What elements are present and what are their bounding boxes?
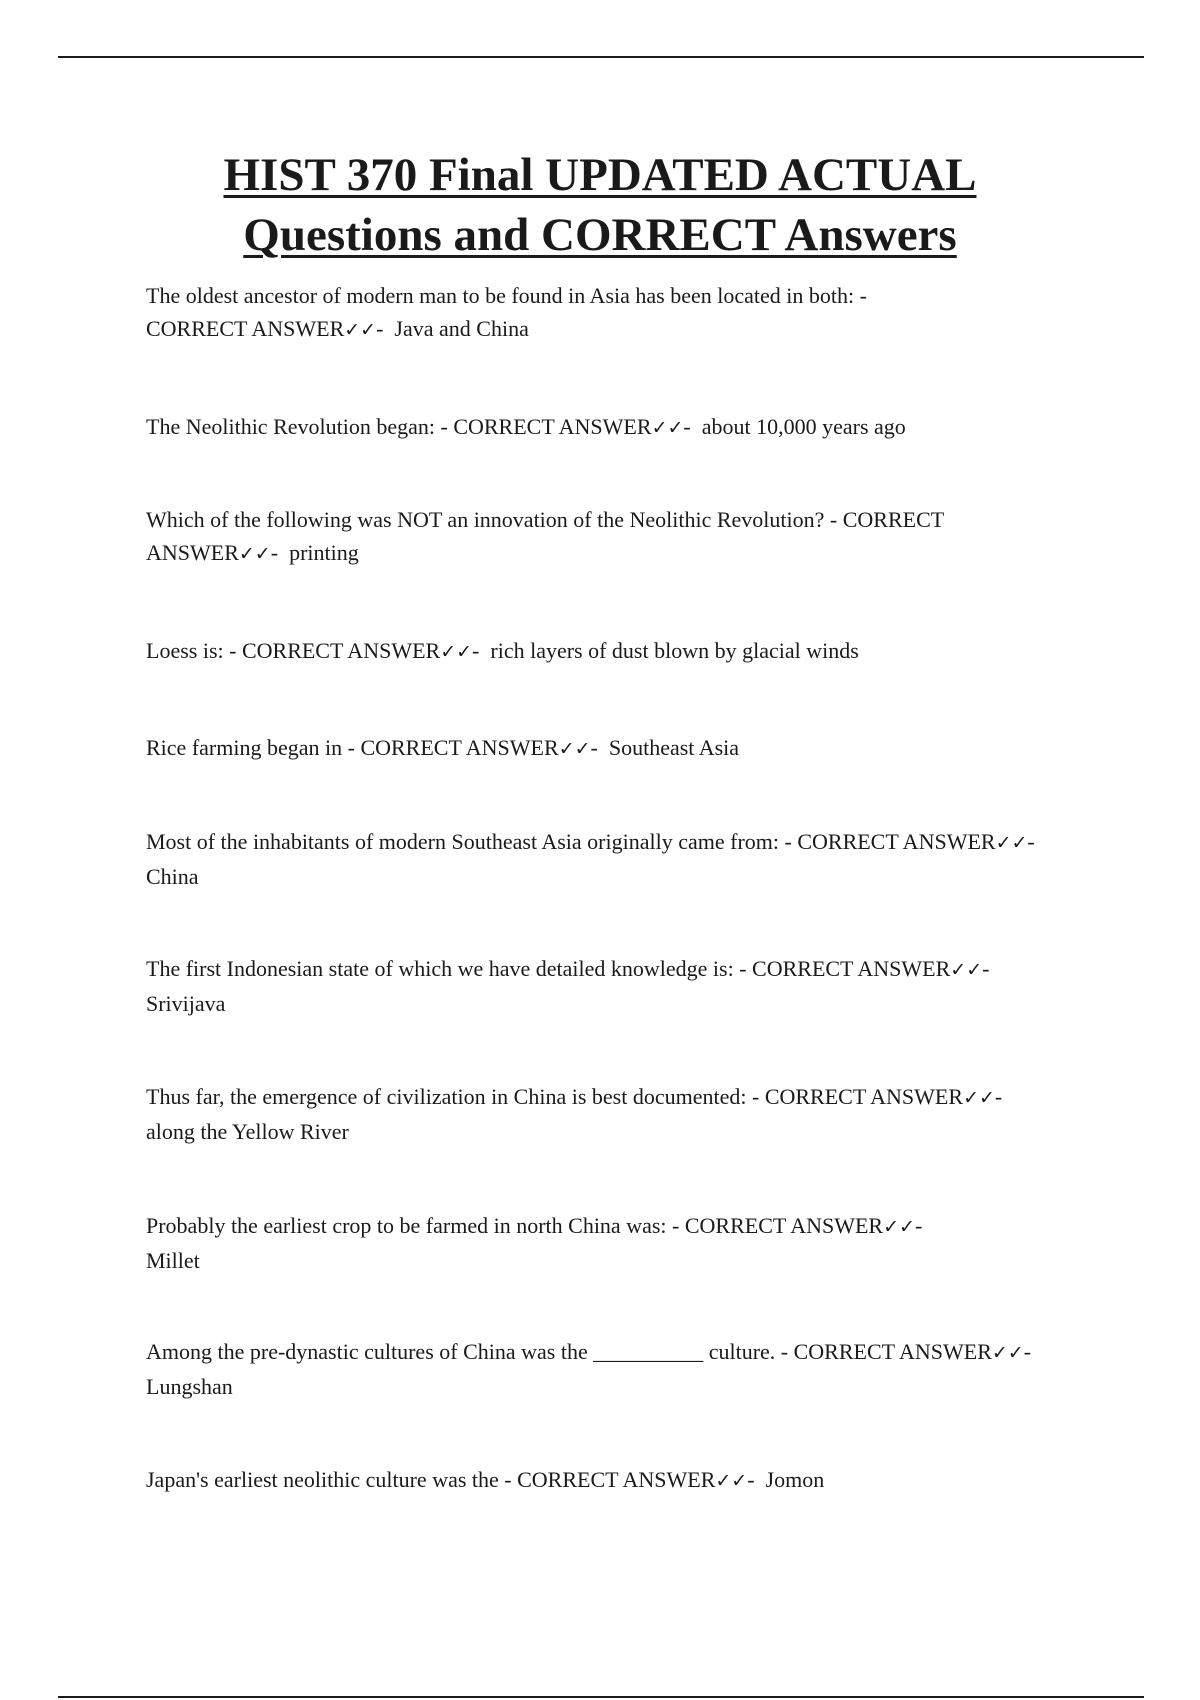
- question-text: Among the pre-dynastic cultures of China was the __________ culture. -: [146, 1339, 789, 1364]
- check-marks-icon: ✓✓: [991, 1342, 1024, 1364]
- answer-text: Jomon: [765, 1467, 825, 1492]
- check-marks-icon: ✓✓: [963, 1087, 995, 1109]
- answer-text: Millet: [146, 1248, 200, 1273]
- correct-answer-marker: CORRECT ANSWER: [360, 735, 559, 760]
- question-text: Rice farming began in -: [146, 735, 355, 760]
- correct-answer-marker: CORRECT ANSWER: [517, 1467, 716, 1492]
- question-text: Loess is: -: [146, 638, 237, 663]
- question-text: Thus far, the emergence of civilization in China is best documented: -: [146, 1084, 760, 1109]
- correct-answer-marker: CORRECT ANSWER: [241, 638, 441, 663]
- qa-item: Most of the inhabitants of modern Southeast Asia originally came from: - CORRECT ANSWER✓✓- China: [146, 829, 1041, 889]
- answer-text: about 10,000 years ago: [701, 414, 906, 439]
- correct-answer-marker: CORRECT ANSWER: [793, 1339, 992, 1364]
- qa-item: Thus far, the emergence of civilization in China is best documented: - CORRECT ANSWER✓✓- along the Yellow River: [146, 1084, 1008, 1144]
- correct-answer-marker: CORRECT ANSWER: [752, 956, 951, 981]
- question-text: The first Indonesian state of which we have detailed knowledge is: -: [146, 956, 747, 981]
- top-rule: [58, 56, 1144, 58]
- answer-text: along the Yellow River: [146, 1119, 349, 1144]
- title-line-1: HIST 370 Final UPDATED ACTUAL: [223, 149, 977, 201]
- check-marks-icon: ✓✓: [883, 1216, 915, 1238]
- check-marks-icon: ✓✓: [440, 641, 473, 663]
- question-text: Which of the following was NOT an innovation of the Neolithic Revolution? -: [146, 507, 838, 532]
- check-marks-icon: ✓✓: [715, 1470, 748, 1492]
- qa-item: Among the pre-dynastic cultures of China was the __________ culture. - CORRECT ANSWER✓✓- Lungshan: [146, 1339, 1037, 1399]
- correct-answer-marker: CORRECT ANSWER: [764, 1084, 964, 1109]
- answer-text: Southeast Asia: [608, 735, 740, 760]
- check-marks-icon: ✓✓: [238, 543, 271, 565]
- qa-item: The Neolithic Revolution began: - CORRECT ANSWER✓✓- about 10,000 years ago: [146, 414, 906, 439]
- check-marks-icon: ✓✓: [344, 319, 377, 341]
- question-text: The oldest ancestor of modern man to be found in Asia has been located in both: -: [146, 283, 867, 308]
- question-text: Most of the inhabitants of modern Southeast Asia originally came from: -: [146, 829, 792, 854]
- check-marks-icon: ✓✓: [950, 959, 983, 981]
- answer-text: Srivijava: [146, 991, 226, 1016]
- answer-text: Lungshan: [146, 1374, 233, 1399]
- question-text: Probably the earliest crop to be farmed in north China was: -: [146, 1213, 680, 1238]
- correct-answer-marker: CORRECT ANSWER: [684, 1213, 884, 1238]
- qa-item: Japan's earliest neolithic culture was the - CORRECT ANSWER✓✓- Jomon: [146, 1467, 825, 1492]
- correct-answer-marker: CORRECT ANSWER: [146, 507, 944, 565]
- check-marks-icon: ✓✓: [651, 417, 684, 439]
- document-title: [100, 145, 1100, 265]
- qa-item: Rice farming began in - CORRECT ANSWER✓✓- Southeast Asia: [146, 735, 740, 760]
- check-marks-icon: ✓✓: [995, 832, 1028, 854]
- answer-text: rich layers of dust blown by glacial winds: [490, 638, 859, 663]
- correct-answer-marker: CORRECT ANSWER: [453, 414, 652, 439]
- correct-answer-marker: CORRECT ANSWER: [146, 316, 345, 341]
- qa-item: Which of the following was NOT an innovation of the Neolithic Revolution? - CORRECT ANSWER✓✓- printing: [146, 507, 944, 565]
- bottom-rule: [58, 1696, 1144, 1698]
- check-marks-icon: ✓✓: [558, 738, 591, 760]
- qa-item: Probably the earliest crop to be farmed in north China was: - CORRECT ANSWER✓✓- Millet: [146, 1213, 923, 1273]
- question-text: The Neolithic Revolution began: -: [146, 414, 448, 439]
- correct-answer-marker: CORRECT ANSWER: [797, 829, 996, 854]
- answer-text: printing: [289, 540, 359, 565]
- qa-item: Loess is: - CORRECT ANSWER✓✓- rich layers of dust blown by glacial winds: [146, 638, 859, 663]
- qa-item: The oldest ancestor of modern man to be found in Asia has been located in both: - CORRECT ANSWER✓✓- Java and China: [146, 283, 867, 341]
- question-text: Japan's earliest neolithic culture was the -: [146, 1467, 512, 1492]
- answer-text: China: [146, 864, 199, 889]
- qa-item: The first Indonesian state of which we have detailed knowledge is: - CORRECT ANSWER✓✓- Srivijava: [146, 956, 995, 1016]
- title-line-2: Questions and CORRECT Answers: [243, 209, 957, 261]
- answer-text: Java and China: [394, 316, 529, 341]
